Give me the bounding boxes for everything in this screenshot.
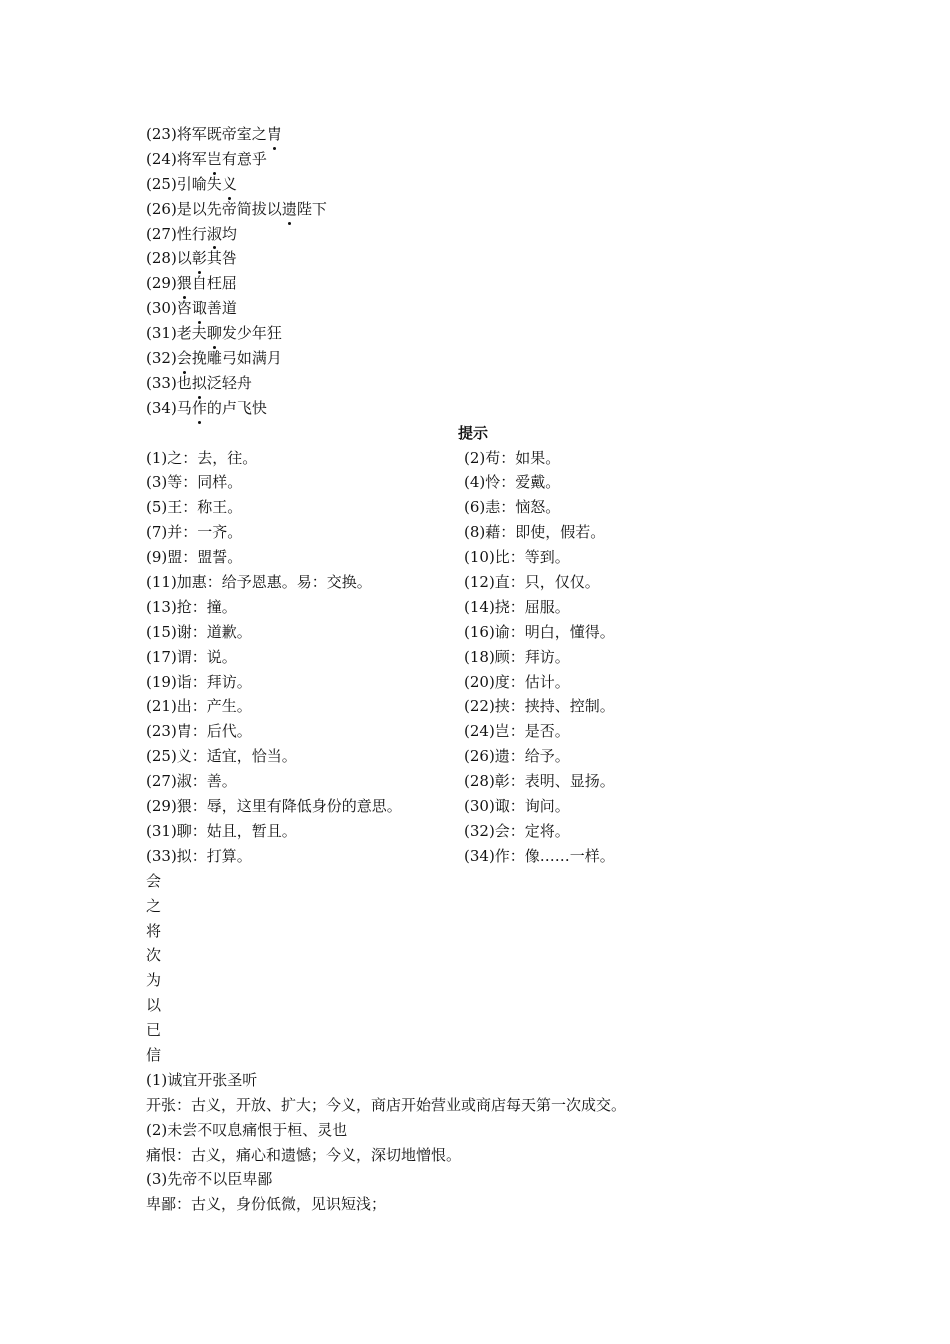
hint-item: (19)诣：拜访。	[146, 672, 252, 691]
hint-item: (23)胄：后代。	[146, 722, 252, 741]
hint-item: (27)淑：善。	[146, 772, 237, 791]
hint-item: (1)之：去，往。	[146, 448, 258, 467]
hint-item: (24)岂：是否。	[464, 722, 570, 741]
emphasis-char: 淑	[207, 222, 222, 247]
hint-item: (33)拟：打算。	[146, 846, 252, 865]
emphasis-char: 诹	[192, 296, 207, 321]
hint-item: (20)度：估计。	[464, 672, 570, 691]
exercise-item: (28)以彰其咎	[146, 246, 786, 271]
emphasis-char: 猥	[177, 271, 192, 296]
hint-item: (6)恚：恼怒。	[464, 498, 561, 517]
hint-item: (29)猥：辱，这里有降低身份的意思。	[146, 797, 402, 816]
emphasis-char: 遗	[282, 197, 297, 222]
hint-item: (11)加惠：给予恩惠。易：交换。	[146, 573, 372, 592]
hint-item: (14)挠：屈服。	[464, 597, 570, 616]
hint-item: (8)藉：即使，假若。	[464, 523, 606, 542]
example-sentence: (3)先帝不以臣卑鄙	[146, 1170, 273, 1189]
emphasis-char: 聊	[207, 321, 222, 346]
vertical-char: 会	[146, 871, 162, 890]
hint-item: (28)彰：表明、显扬。	[464, 772, 615, 791]
hint-item: (25)义：适宜，恰当。	[146, 747, 297, 766]
hint-item: (21)出：产生。	[146, 697, 252, 716]
hint-item: (30)诹：询问。	[464, 797, 570, 816]
hint-item: (17)谓：说。	[146, 647, 237, 666]
hint-item: (12)直：只，仅仅。	[464, 573, 600, 592]
hint-item: (26)遗：给予。	[464, 747, 570, 766]
hint-item: (4)怜：爱戴。	[464, 473, 561, 492]
exercise-item: (31)老夫聊发少年狂	[146, 321, 786, 346]
exercise-item: (24)将军岂有意乎	[146, 147, 786, 172]
hint-item: (13)抢：撞。	[146, 597, 237, 616]
hint-item: (7)并：一齐。	[146, 523, 243, 542]
explanation-line: 痛恨：古义，痛心和遗憾；今义，深切地憎恨。	[146, 1145, 462, 1164]
hint-item: (2)苟：如果。	[464, 448, 561, 467]
hint-grid	[146, 446, 786, 869]
exercise-item: (34)马作的卢飞快	[146, 396, 786, 421]
exercise-item: (29)猥自枉屈	[146, 271, 786, 296]
hint-heading: 提示	[458, 423, 489, 442]
exercise-item: (30)咨诹善道	[146, 296, 786, 321]
emphasis-char: 岂	[207, 147, 222, 172]
hint-item: (16)谕：明白，懂得。	[464, 622, 615, 641]
example-sentence: (1)诚宜开张圣听	[146, 1070, 258, 1089]
hint-item: (18)顾：拜访。	[464, 647, 570, 666]
vertical-char: 将	[146, 921, 162, 940]
exercise-item: (26)是以先帝简拔以遗陛下	[146, 197, 786, 222]
explanation-line: 开张：古义，开放、扩大；今义，商店开始营业或商店每天第一次成交。	[146, 1095, 627, 1114]
hint-item: (3)等：同样。	[146, 473, 243, 492]
emphasis-char: 作	[192, 396, 207, 421]
vertical-char: 次	[146, 946, 162, 965]
emphasis-char: 胄	[267, 122, 282, 147]
hint-item: (9)盟：盟誓。	[146, 548, 243, 567]
hint-item: (22)挟：挟持、控制。	[464, 697, 615, 716]
vertical-char: 信	[146, 1045, 162, 1064]
document-page	[146, 122, 786, 1217]
ancient-modern-section	[146, 1068, 786, 1217]
exercise-item: (23)将军既帝室之胄	[146, 122, 786, 147]
hint-item: (34)作：像……一样。	[464, 846, 615, 865]
hint-item: (5)王：称王。	[146, 498, 243, 517]
exercise-item: (27)性行淑均	[146, 222, 786, 247]
emphasis-char: 会	[177, 346, 192, 371]
emphasis-char: 彰	[192, 246, 207, 271]
vertical-char: 为	[146, 971, 162, 990]
vertical-char: 已	[146, 1021, 162, 1040]
hint-item: (32)会：定将。	[464, 821, 570, 840]
hint-item: (15)谢：道歉。	[146, 622, 252, 641]
hint-item: (10)比：等到。	[464, 548, 570, 567]
exercise-item: (25)引喻失义	[146, 172, 786, 197]
vertical-char: 以	[146, 996, 162, 1015]
exercise-item: (32)会挽雕弓如满月	[146, 346, 786, 371]
emphasis-char: 义	[222, 172, 237, 197]
vertical-char-list	[146, 869, 786, 1068]
emphasis-char: 拟	[192, 371, 207, 396]
hint-item: (31)聊：姑且，暂且。	[146, 821, 297, 840]
vertical-char: 之	[146, 896, 162, 915]
exercise-list	[146, 122, 786, 421]
explanation-line: 卑鄙：古义，身份低微，见识短浅；	[146, 1195, 387, 1214]
example-sentence: (2)未尝不叹息痛恨于桓、灵也	[146, 1120, 348, 1139]
exercise-item: (33)也拟泛轻舟	[146, 371, 786, 396]
